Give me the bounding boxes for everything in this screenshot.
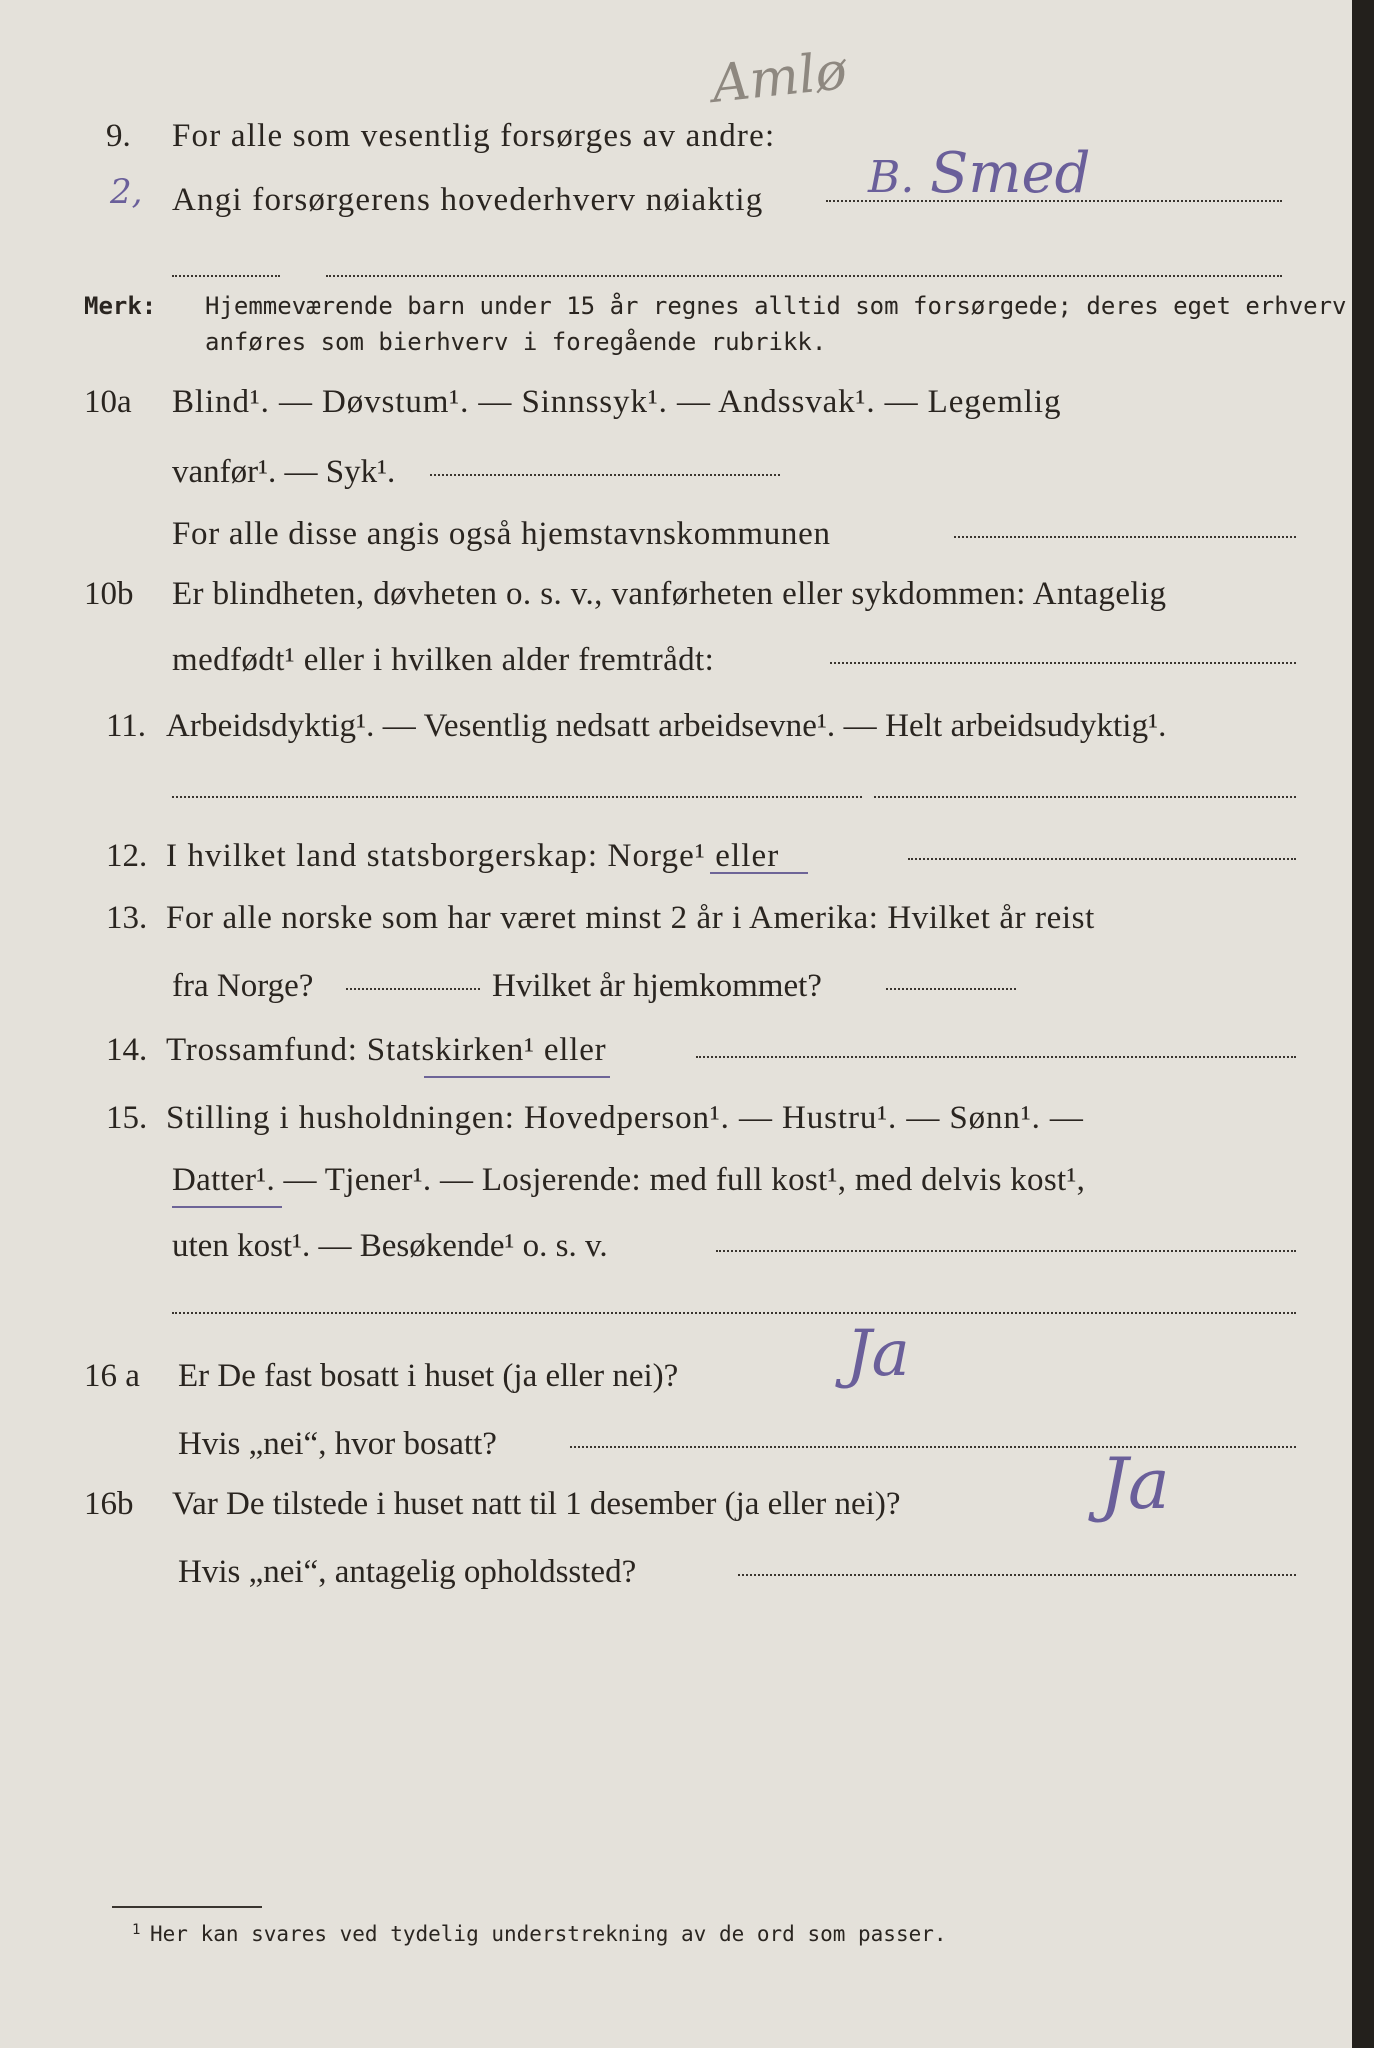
answer-line[interactable] [570, 1446, 1296, 1448]
handwritten-answer: Ja [1100, 1443, 1170, 1525]
item-text: Er blindheten, døvheten o. s. v., vanførheten eller sykdommen: Antagelig [172, 576, 1167, 612]
answer-line[interactable] [346, 988, 480, 990]
item-text: Angi forsørgerens hovederhverv nøiaktig [172, 182, 764, 218]
item-number: 9. [106, 118, 131, 154]
item-text: fra Norge? [172, 968, 314, 1004]
answer-line[interactable] [326, 275, 1282, 277]
answer-line[interactable] [172, 1312, 1296, 1314]
item-number: 16 a [84, 1358, 140, 1394]
item-number: 16b [84, 1486, 134, 1522]
footnote [132, 1922, 947, 1946]
item-text: I hvilket land statsborgerskap: Norge¹ eller [166, 838, 780, 874]
answer-line[interactable] [696, 1056, 1296, 1058]
handwritten-answer: Ja [846, 1317, 910, 1391]
item-text: Er De fast bosatt i huset (ja eller nei)? [178, 1358, 679, 1394]
item-text: For alle disse angis også hjemstavnskommunen [172, 516, 831, 552]
merk-text-line-2: anføres som bierhverv i foregående rubrikk. [205, 328, 827, 356]
item-text: For alle som vesentlig forsørges av andre: [172, 118, 776, 154]
footnote-mark: 1 [132, 1922, 141, 1938]
handwritten-underline [710, 872, 808, 874]
answer-line[interactable] [716, 1250, 1296, 1252]
answer-line[interactable] [954, 536, 1296, 538]
item-number: 10a [84, 384, 132, 420]
answer-line[interactable] [172, 275, 280, 277]
answer-line[interactable] [874, 796, 1296, 798]
item-text: medfødt¹ eller i hvilken alder fremtrådt: [172, 642, 715, 678]
item-number: 15. [106, 1100, 148, 1136]
item-text: vanfør¹. — Syk¹. [172, 454, 396, 490]
answer-line[interactable] [430, 474, 780, 476]
answer-line[interactable] [172, 796, 862, 798]
handwritten-underline [172, 1206, 282, 1208]
handwritten-underline [424, 1076, 610, 1078]
handwritten-answer: Smed [930, 141, 1091, 206]
answer-line[interactable] [830, 662, 1296, 664]
item-text: Datter¹. — Tjener¹. — Losjerende: med full kost¹, med delvis kost¹, [172, 1162, 1086, 1198]
footnote-rule [112, 1906, 262, 1908]
item-text: Hvilket år hjemkommet? [492, 968, 822, 1004]
item-number: 10b [84, 576, 134, 612]
item-text: Stilling i husholdningen: Hovedperson¹. — Hustru¹. — Sønn¹. — [166, 1100, 1084, 1136]
footnote-text: Her kan svares ved tydelig understrekning av de ord som passer. [150, 1922, 947, 1946]
item-text: Blind¹. — Døvstum¹. — Sinnssyk¹. — Andssvak¹. — Legemlig [172, 384, 1062, 420]
handwritten-margin-mark: 2, [110, 172, 143, 212]
merk-text-line-1: Hjemmeværende barn under 15 år regnes alltid som forsørgede; deres eget erhverv [205, 292, 1347, 320]
merk-label: Merk: [84, 292, 157, 320]
item-number: 13. [106, 900, 148, 936]
pencil-margin-note: Amlø [709, 41, 850, 115]
item-text: Hvis „nei“, antagelig opholdssted? [178, 1554, 637, 1590]
item-text: Var De tilstede i huset natt til 1 desember (ja eller nei)? [172, 1486, 901, 1522]
answer-line[interactable] [886, 988, 1016, 990]
item-text: Arbeidsdyktig¹. — Vesentlig nedsatt arbeidsevne¹. — Helt arbeidsudyktig¹. [166, 708, 1167, 744]
item-number: 11. [106, 708, 147, 744]
merk-note [0, 292, 1352, 362]
item-text: uten kost¹. — Besøkende¹ o. s. v. [172, 1228, 608, 1264]
item-text: Hvis „nei“, hvor bosatt? [178, 1426, 497, 1462]
answer-line[interactable] [908, 858, 1296, 860]
answer-line[interactable] [738, 1574, 1296, 1576]
item-text: For alle norske som har været minst 2 år i Amerika: Hvilket år reist [166, 900, 1095, 936]
handwritten-answer-prefix: B. [868, 152, 915, 203]
item-text: Trossamfund: Statskirken¹ eller [166, 1032, 607, 1068]
item-number: 12. [106, 838, 148, 874]
item-number: 14. [106, 1032, 148, 1068]
